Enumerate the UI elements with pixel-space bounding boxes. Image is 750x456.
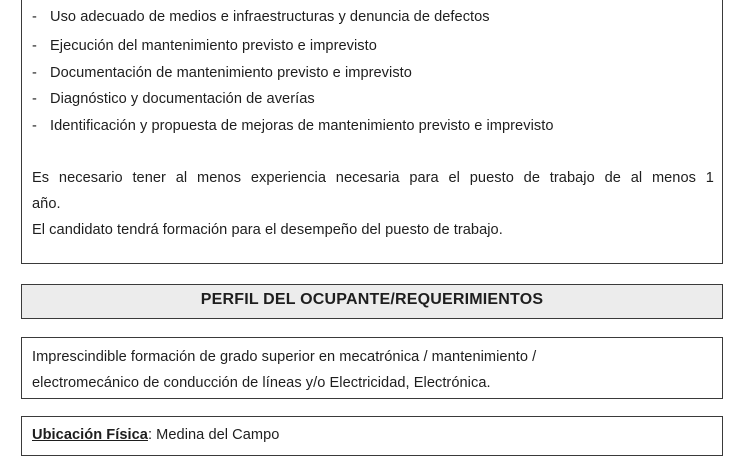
section-heading: PERFIL DEL OCUPANTE/REQUERIMIENTOS (200, 291, 544, 308)
function-text: Identificación y propuesta de mejoras de mantenimiento previsto e imprevisto (50, 118, 554, 134)
job-description-box (21, 0, 723, 264)
function-text: Uso adecuado de medios e infraestructuras y denuncia de defectos (50, 9, 490, 25)
profile-section-header (21, 284, 723, 319)
location-value: Medina del Campo (152, 427, 280, 443)
location-separator: : (147, 427, 153, 443)
requirements-text-line1: Imprescindible formación de grado superior en mecatrónica / mantenimiento / (32, 349, 537, 365)
function-text: Ejecución del mantenimiento previsto e imprevisto (50, 38, 377, 54)
training-text: El candidato tendrá formación para el desempeño del puesto de trabajo. (32, 222, 503, 238)
bullet-dash: - (32, 65, 37, 81)
bullet-dash: - (32, 118, 37, 134)
requirements-box (21, 337, 723, 399)
function-text: Diagnóstico y documentación de averías (50, 91, 315, 107)
experience-text-line1: Es necesario tener al menos experiencia necesaria para el puesto de trabajo de al menos 1 (32, 170, 714, 186)
bullet-dash: - (32, 91, 37, 107)
location-label: Ubicación Física (32, 427, 148, 443)
bullet-dash: - (32, 38, 37, 54)
bullet-dash: - (32, 9, 37, 25)
function-text: Documentación de mantenimiento previsto e imprevisto (50, 65, 412, 81)
location-box (21, 416, 723, 456)
location-line (32, 427, 279, 443)
experience-text-line2: año. (32, 196, 61, 212)
requirements-text-line2: electromecánico de conducción de líneas y/o Electricidad, Electrónica. (32, 375, 491, 391)
